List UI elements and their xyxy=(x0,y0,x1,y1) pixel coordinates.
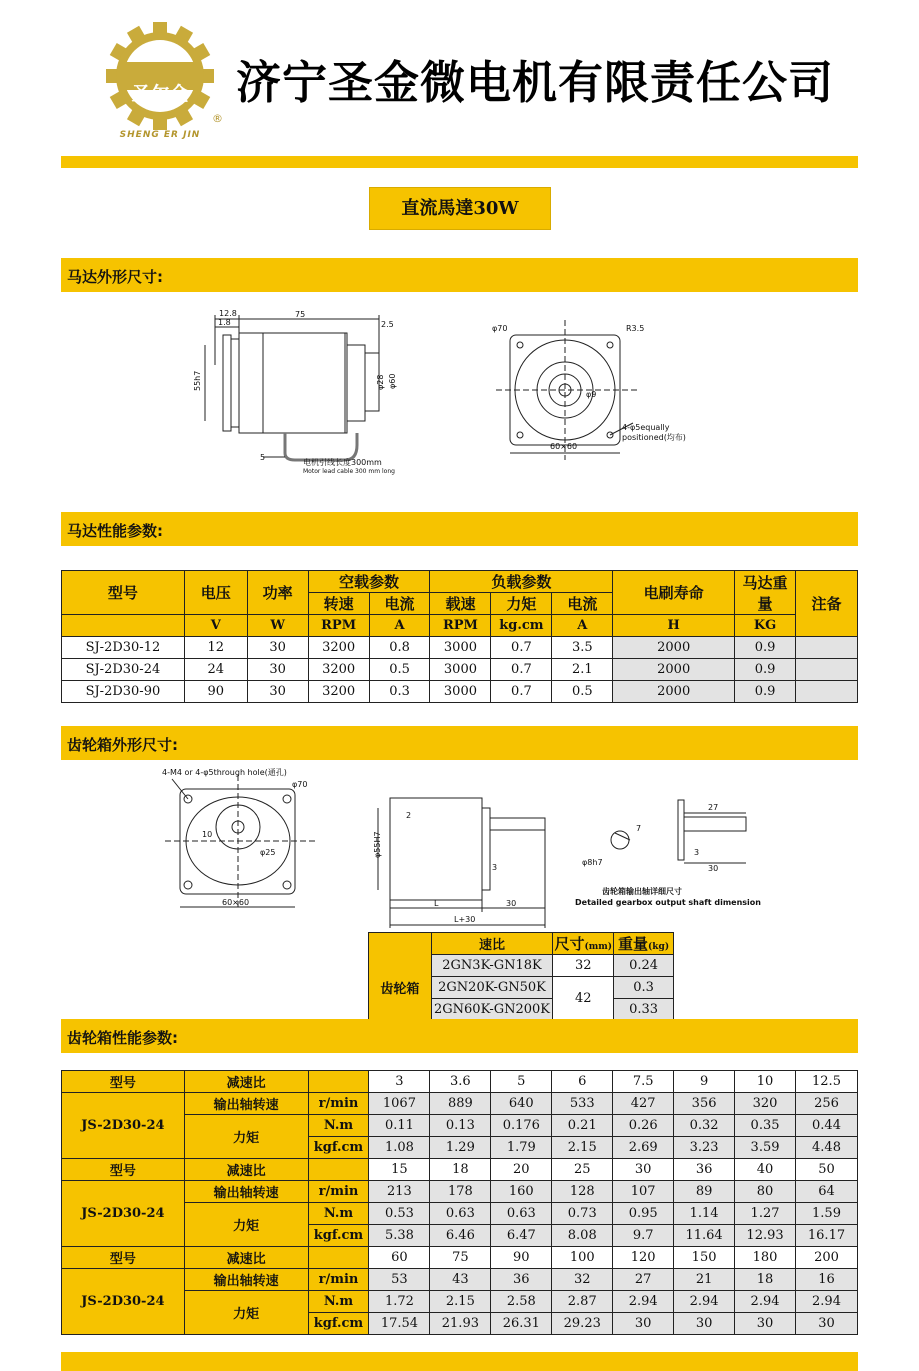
speed-value: 21 xyxy=(674,1269,735,1291)
ratio-unit-blank xyxy=(308,1247,369,1269)
motor-performance-table xyxy=(61,570,858,703)
section-motor-perf: 马达性能参数: xyxy=(61,512,858,546)
ratio-value: 120 xyxy=(613,1247,674,1269)
torque-label: 力矩 xyxy=(184,1203,308,1247)
logo-text: 圣尔金 xyxy=(131,83,189,105)
nm-value: 0.95 xyxy=(613,1203,674,1225)
ratio-label: 减速比 xyxy=(184,1247,308,1269)
nm-value: 1.27 xyxy=(735,1203,796,1225)
kgf-value: 17.54 xyxy=(369,1313,430,1335)
speed-value: 27 xyxy=(613,1269,674,1291)
nm-unit: N.m xyxy=(308,1115,369,1137)
kgf-value: 11.64 xyxy=(674,1225,735,1247)
speed-value: 640 xyxy=(491,1093,552,1115)
col-no-load: 空载参数 xyxy=(308,571,430,593)
kgf-value: 29.23 xyxy=(552,1313,613,1335)
ratio-value: 12.5 xyxy=(796,1071,858,1093)
speed-unit: r/min xyxy=(308,1181,369,1203)
nm-value: 0.35 xyxy=(735,1115,796,1137)
out-speed-label: 输出轴转速 xyxy=(184,1269,308,1291)
speed-value: 32 xyxy=(552,1269,613,1291)
section-motor-dims: 马达外形尺寸: xyxy=(61,258,858,292)
speed-value: 80 xyxy=(735,1181,796,1203)
unit-blank xyxy=(62,615,185,637)
speed-value: 160 xyxy=(491,1181,552,1203)
dim-5: 5 xyxy=(260,453,266,462)
speed-value: 1067 xyxy=(369,1093,430,1115)
nm-value: 0.32 xyxy=(674,1115,735,1137)
holes-line1: 4-φ5equally xyxy=(622,423,670,432)
speed-value: 107 xyxy=(613,1181,674,1203)
ratio-value: 10 xyxy=(735,1071,796,1093)
ratio-value: 30 xyxy=(613,1159,674,1181)
kgf-value: 26.31 xyxy=(491,1313,552,1335)
table-row: 齿轮箱 2GN3K-GN18K 32 0.24 xyxy=(369,955,674,977)
table-row: 2GN60K-GN200K 0.33 xyxy=(369,999,674,1021)
col-current: 电流 xyxy=(369,593,430,615)
nm-value: 2.94 xyxy=(796,1291,858,1313)
registered-mark: ® xyxy=(212,112,223,125)
ratio-value: 3 xyxy=(369,1071,430,1093)
unit-load-a: A xyxy=(552,615,613,637)
torque-label: 力矩 xyxy=(184,1115,308,1159)
kgf-value: 30 xyxy=(796,1313,858,1335)
gb-shaft-30: 30 xyxy=(708,864,719,873)
gb-shaft-7: 7 xyxy=(636,824,642,833)
logo-subtitle: SHENG ER JIN xyxy=(119,130,201,140)
speed-value: 427 xyxy=(613,1093,674,1115)
kgf-value: 12.93 xyxy=(735,1225,796,1247)
kgf-value: 16.17 xyxy=(796,1225,858,1247)
product-title: 直流馬達30W xyxy=(369,187,551,230)
motor-side-drawing xyxy=(185,305,425,480)
gb-dim-10: 10 xyxy=(202,830,213,839)
nm-unit: N.m xyxy=(308,1203,369,1225)
speed-value: 256 xyxy=(796,1093,858,1115)
gearbox-performance-table xyxy=(61,1070,858,1335)
ratio-value: 3.6 xyxy=(430,1071,491,1093)
speed-row xyxy=(62,1269,858,1291)
col-load-speed: 载速 xyxy=(430,593,491,615)
gb-dim-60x60: 60×60 xyxy=(222,898,250,907)
dim-60: φ60 xyxy=(388,373,397,389)
ratio-unit-blank xyxy=(308,1071,369,1093)
company-logo xyxy=(100,18,223,148)
ratio-row xyxy=(62,1159,858,1181)
nm-value: 0.11 xyxy=(369,1115,430,1137)
dim-r35: R3.5 xyxy=(626,324,645,333)
unit-rpm: RPM xyxy=(308,615,369,637)
speed-value: 64 xyxy=(796,1181,858,1203)
ratio-label: 减速比 xyxy=(184,1159,308,1181)
ratio-value: 100 xyxy=(552,1247,613,1269)
nm-value: 0.176 xyxy=(491,1115,552,1137)
ratio-value: 200 xyxy=(796,1247,858,1269)
col-voltage: 电压 xyxy=(184,571,247,615)
kgf-value: 2.69 xyxy=(613,1137,674,1159)
speed-value: 89 xyxy=(674,1181,735,1203)
kgf-value: 2.15 xyxy=(552,1137,613,1159)
kgf-value: 6.46 xyxy=(430,1225,491,1247)
ratio-unit-blank xyxy=(308,1159,369,1181)
nm-value: 2.94 xyxy=(674,1291,735,1313)
cable-note-cn: 电机引线长度300mm xyxy=(303,458,382,467)
h-size: 尺寸(mm) xyxy=(553,933,614,955)
col-speed: 转速 xyxy=(308,593,369,615)
nm-value: 0.26 xyxy=(613,1115,674,1137)
dim-12-8: 12.8 xyxy=(219,309,237,318)
unit-kgcm: kg.cm xyxy=(491,615,552,637)
model-value: JS-2D30-24 xyxy=(62,1269,185,1335)
model-label: 型号 xyxy=(62,1159,185,1181)
ratio-value: 15 xyxy=(369,1159,430,1181)
gb-holes-note: 4-M4 or 4-φ5through hole(通孔) xyxy=(162,768,287,777)
kgf-value: 30 xyxy=(735,1313,796,1335)
gb-shaft-27: 27 xyxy=(708,803,719,812)
unit-h: H xyxy=(613,615,735,637)
unit-load-rpm: RPM xyxy=(430,615,491,637)
nm-value: 0.63 xyxy=(491,1203,552,1225)
kgf-value: 1.29 xyxy=(430,1137,491,1159)
section-gearbox-perf: 齿轮箱性能参数: xyxy=(61,1019,858,1053)
unit-kg: KG xyxy=(735,615,796,637)
table-row: SJ-2D30-24 24 30 3200 0.5 3000 0.7 2.1 2000 0.9 xyxy=(62,659,858,681)
col-torque: 力矩 xyxy=(491,593,552,615)
speed-value: 533 xyxy=(552,1093,613,1115)
speed-unit: r/min xyxy=(308,1269,369,1291)
col-power: 功率 xyxy=(247,571,308,615)
dim-70: φ70 xyxy=(492,324,508,333)
ratio-value: 90 xyxy=(491,1247,552,1269)
gearbox-label: 齿轮箱 xyxy=(369,955,432,1021)
speed-value: 43 xyxy=(430,1269,491,1291)
dim-1-8: 1.8 xyxy=(218,318,231,327)
gearbox-side-drawing xyxy=(360,790,550,930)
speed-value: 178 xyxy=(430,1181,491,1203)
model-value: JS-2D30-24 xyxy=(62,1093,185,1159)
speed-unit: r/min xyxy=(308,1093,369,1115)
speed-row xyxy=(62,1181,858,1203)
h-ratio: 速比 xyxy=(431,933,553,955)
speed-value: 320 xyxy=(735,1093,796,1115)
ratio-value: 75 xyxy=(430,1247,491,1269)
unit-w: W xyxy=(247,615,308,637)
gb-shaft-caption-cn: 齿轮箱输出轴详细尺寸 xyxy=(602,887,682,896)
kgf-unit: kgf.cm xyxy=(308,1225,369,1247)
dim-2-5: 2.5 xyxy=(381,320,394,329)
ratio-value: 180 xyxy=(735,1247,796,1269)
gb-dim-30: 30 xyxy=(506,899,517,908)
gb-shaft-8h7: φ8h7 xyxy=(582,858,603,867)
kgf-value: 3.59 xyxy=(735,1137,796,1159)
nm-value: 1.72 xyxy=(369,1291,430,1313)
ratio-label: 减速比 xyxy=(184,1071,308,1093)
ratio-value: 18 xyxy=(430,1159,491,1181)
col-model: 型号 xyxy=(62,571,185,615)
gb-dim-L30: L+30 xyxy=(454,915,476,924)
kgf-value: 21.93 xyxy=(430,1313,491,1335)
gearbox-shaft-drawing xyxy=(570,795,770,910)
table-row: SJ-2D30-90 90 30 3200 0.3 3000 0.7 0.5 2000 0.9 xyxy=(62,681,858,703)
dim-75: 75 xyxy=(295,310,306,319)
gearbox-size-table xyxy=(368,932,674,1021)
ratio-value: 5 xyxy=(491,1071,552,1093)
nm-value: 0.21 xyxy=(552,1115,613,1137)
col-load-current: 电流 xyxy=(552,593,613,615)
kgf-value: 8.08 xyxy=(552,1225,613,1247)
ratio-value: 7.5 xyxy=(613,1071,674,1093)
nm-value: 0.73 xyxy=(552,1203,613,1225)
speed-value: 889 xyxy=(430,1093,491,1115)
kgf-value: 6.47 xyxy=(491,1225,552,1247)
gb-dim-25: φ25 xyxy=(260,848,276,857)
model-label: 型号 xyxy=(62,1071,185,1093)
speed-value: 128 xyxy=(552,1181,613,1203)
nm-value: 0.13 xyxy=(430,1115,491,1137)
company-name: 济宁圣金微电机有限责任公司 xyxy=(236,56,835,109)
ratio-value: 6 xyxy=(552,1071,613,1093)
ratio-row xyxy=(62,1247,858,1269)
kgf-unit: kgf.cm xyxy=(308,1313,369,1335)
col-brush-life: 电刷寿命 xyxy=(613,571,735,615)
kgf-value: 9.7 xyxy=(613,1225,674,1247)
speed-value: 18 xyxy=(735,1269,796,1291)
col-load: 负载参数 xyxy=(430,571,613,593)
nm-value: 2.94 xyxy=(735,1291,796,1313)
dim-9: φ9 xyxy=(586,390,597,399)
ratio-value: 40 xyxy=(735,1159,796,1181)
table-row: 2GN20K-GN50K 42 0.3 xyxy=(369,977,674,999)
gb-dim-55h7: φ55H7 xyxy=(373,831,382,858)
ratio-value: 36 xyxy=(674,1159,735,1181)
gearbox-front-drawing xyxy=(150,765,340,915)
col-weight: 马达重量 xyxy=(735,571,796,615)
kgf-value: 1.08 xyxy=(369,1137,430,1159)
speed-value: 213 xyxy=(369,1181,430,1203)
speed-value: 16 xyxy=(796,1269,858,1291)
motor-front-drawing xyxy=(488,315,698,465)
kgf-value: 1.79 xyxy=(491,1137,552,1159)
nm-value: 2.15 xyxy=(430,1291,491,1313)
gb-shaft-3: 3 xyxy=(694,848,700,857)
out-speed-label: 输出轴转速 xyxy=(184,1093,308,1115)
table-row: SJ-2D30-12 12 30 3200 0.8 3000 0.7 3.5 2000 0.9 xyxy=(62,637,858,659)
nm-value: 0.63 xyxy=(430,1203,491,1225)
gb-shaft-caption-en: Detailed gearbox output shaft dimension xyxy=(575,898,761,907)
nm-value: 1.59 xyxy=(796,1203,858,1225)
nm-value: 1.14 xyxy=(674,1203,735,1225)
speed-row xyxy=(62,1093,858,1115)
dim-28: φ28 xyxy=(376,374,385,390)
nm-value: 0.53 xyxy=(369,1203,430,1225)
gb-dim-70: φ70 xyxy=(292,780,308,789)
model-value: JS-2D30-24 xyxy=(62,1181,185,1247)
ratio-value: 20 xyxy=(491,1159,552,1181)
kgf-value: 3.23 xyxy=(674,1137,735,1159)
ratio-value: 150 xyxy=(674,1247,735,1269)
nm-value: 2.94 xyxy=(613,1291,674,1313)
gb-dim-2: 2 xyxy=(406,811,412,820)
dim-55h7: 55h7 xyxy=(193,370,202,391)
kgf-value: 30 xyxy=(613,1313,674,1335)
ratio-row xyxy=(62,1071,858,1093)
gear-logo-icon xyxy=(100,18,220,130)
unit-a: A xyxy=(369,615,430,637)
gb-dim-3: 3 xyxy=(492,863,498,872)
nm-value: 0.44 xyxy=(796,1115,858,1137)
ratio-value: 50 xyxy=(796,1159,858,1181)
ratio-value: 25 xyxy=(552,1159,613,1181)
ratio-value: 60 xyxy=(369,1247,430,1269)
torque-label: 力矩 xyxy=(184,1291,308,1335)
speed-value: 36 xyxy=(491,1269,552,1291)
out-speed-label: 输出轴转速 xyxy=(184,1181,308,1203)
footer-bar xyxy=(61,1352,858,1371)
dim-60x60: 60×60 xyxy=(550,442,578,451)
kgf-value: 5.38 xyxy=(369,1225,430,1247)
kgf-value: 4.48 xyxy=(796,1137,858,1159)
unit-v: V xyxy=(184,615,247,637)
model-label: 型号 xyxy=(62,1247,185,1269)
nm-value: 2.58 xyxy=(491,1291,552,1313)
kgf-unit: kgf.cm xyxy=(308,1137,369,1159)
col-note: 注备 xyxy=(796,571,858,637)
nm-value: 2.87 xyxy=(552,1291,613,1313)
holes-line2: positioned(均布) xyxy=(622,433,686,442)
gb-dim-L: L xyxy=(434,899,439,908)
nm-unit: N.m xyxy=(308,1291,369,1313)
h-weight: 重量(kg) xyxy=(614,933,674,955)
header-divider xyxy=(61,156,858,168)
speed-value: 356 xyxy=(674,1093,735,1115)
cable-note-en: Motor lead cable 300 mm long xyxy=(303,468,395,475)
section-gearbox-dims: 齿轮箱外形尺寸: xyxy=(61,726,858,760)
ratio-value: 9 xyxy=(674,1071,735,1093)
speed-value: 53 xyxy=(369,1269,430,1291)
kgf-value: 30 xyxy=(674,1313,735,1335)
